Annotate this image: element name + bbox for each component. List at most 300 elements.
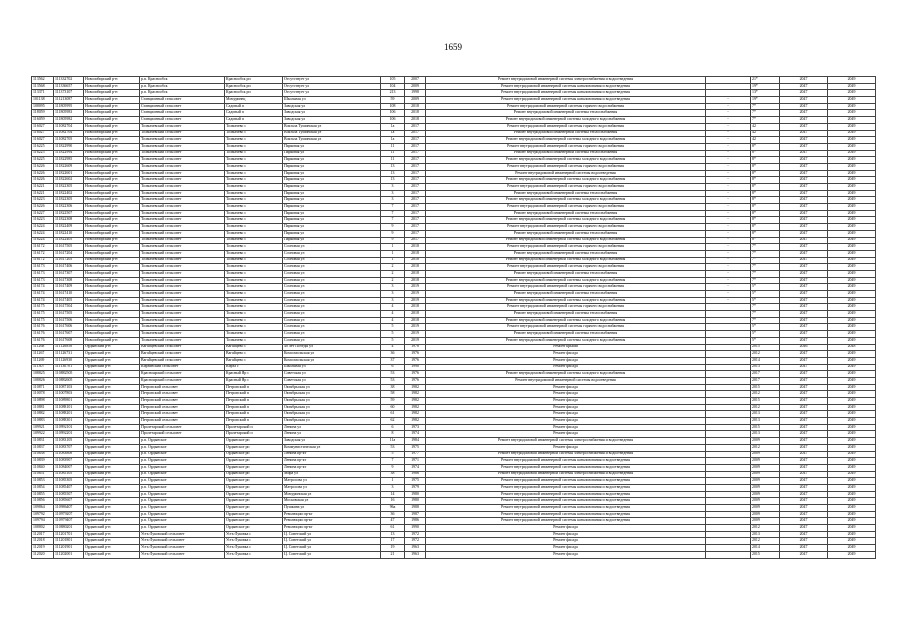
locality-cell: Толмачево с [225, 197, 283, 204]
street-cell: Комсомольская ул [283, 357, 381, 364]
settlement-cell: Петровский сельсовет [140, 398, 225, 405]
row-id-cell: 108826 [32, 377, 54, 384]
year-built-cell: 1990 [405, 364, 426, 371]
start-year-cell: 2047 [780, 384, 828, 391]
mark-cell: - [706, 143, 751, 150]
row-code-cell: 110979407 [54, 518, 84, 525]
locality-cell: Красный Яр с [225, 377, 283, 384]
row-id-cell: 116224 [32, 237, 54, 244]
table-row [32, 451, 876, 458]
value-cell: 2015 [751, 424, 780, 431]
house-cell: 36 [381, 351, 405, 358]
work-type-cell: Ремонт фасада [426, 364, 706, 371]
year-built-cell: 2017 [405, 217, 426, 224]
house-cell: 7 [381, 204, 405, 211]
end-year-cell: 2049 [828, 157, 876, 164]
table-row [32, 371, 876, 378]
row-id-cell: 116224 [32, 224, 54, 231]
house-cell: 47 [381, 518, 405, 525]
value-cell: 2013 [751, 364, 780, 371]
start-year-cell: 2047 [780, 244, 828, 251]
mark-cell: - [706, 297, 751, 304]
table-row [32, 217, 876, 224]
work-type-cell: Ремонт фасада [426, 538, 706, 545]
street-cell: Заводская ул [283, 103, 381, 110]
mark-cell [706, 324, 751, 331]
mark-cell: - [706, 204, 751, 211]
row-code-cell: 111617205 [54, 257, 84, 264]
value-cell: 2012 [751, 404, 780, 411]
district-cell: Ордынский р-н [84, 391, 140, 398]
locality-cell: Толмачево с [225, 170, 283, 177]
value-cell: 42 [751, 130, 780, 137]
settlement-cell: Усть-Луковский сельсовет [140, 538, 225, 545]
district-cell: Ордынский р-н [84, 424, 140, 431]
settlement-cell: Пролетарский сельсовет [140, 424, 225, 431]
locality-cell: Толмачево с [225, 163, 283, 170]
district-cell: Новосибирский р-н [84, 317, 140, 324]
settlement-cell: Толмачевский сельсовет [140, 244, 225, 251]
mark-cell: - [706, 257, 751, 264]
settlement-cell: Толмачевский сельсовет [140, 237, 225, 244]
start-year-cell: 2047 [780, 130, 828, 137]
district-cell: Ордынский р-н [84, 471, 140, 478]
end-year-cell: 2049 [828, 264, 876, 271]
street-cell: Октябрьская ул [283, 398, 381, 405]
work-type-cell: Ремонт внутридомовой инженерной системы теплоснабжения [426, 230, 706, 237]
table-row [32, 157, 876, 164]
row-id-cell: 116174 [32, 297, 54, 304]
value-cell: 2012 [751, 525, 780, 532]
year-built-cell: 2017 [405, 130, 426, 137]
year-built-cell: 2019 [405, 331, 426, 338]
end-year-cell: 2049 [828, 97, 876, 104]
row-id-cell: 116224 [32, 230, 54, 237]
settlement-cell: р.п. Ордынское [140, 458, 225, 465]
locality-cell: Толмачево с [225, 224, 283, 231]
table-row [32, 77, 876, 84]
settlement-cell: Станционный сельсовет [140, 117, 225, 124]
row-code-cell: 111822601 [54, 170, 84, 177]
value-cell: 8* [751, 163, 780, 170]
year-built-cell: 2019 [405, 337, 426, 344]
start-year-cell: 2047 [780, 163, 828, 170]
row-id-cell: 116221 [32, 190, 54, 197]
locality-cell: Толмачево с [225, 130, 283, 137]
table-row [32, 351, 876, 358]
street-cell: Парковая ул [283, 204, 381, 211]
mark-cell [706, 525, 751, 532]
value-cell: 2015 [751, 551, 780, 558]
street-cell: Ц. Советский ул [283, 538, 381, 545]
mark-cell: - [706, 230, 751, 237]
mark-cell [706, 518, 751, 525]
year-built-cell: 2017 [405, 137, 426, 144]
street-cell: Парковая ул [283, 197, 381, 204]
row-code-cell: 111336657 [54, 83, 84, 90]
settlement-cell: Толмачевский сельсовет [140, 291, 225, 298]
start-year-cell: 2047 [780, 444, 828, 451]
house-cell: 106 [381, 117, 405, 124]
table-row [32, 277, 876, 284]
row-code-cell: 111083808 [54, 451, 84, 458]
row-id-cell: 110840 [32, 464, 54, 471]
table-row [32, 444, 876, 451]
mark-cell [706, 311, 751, 318]
year-built-cell: 1974 [405, 464, 426, 471]
mark-cell [706, 471, 751, 478]
table-row [32, 190, 876, 197]
work-type-cell: Ремонт внутридомовой инженерной системы теплоснабжения [426, 291, 706, 298]
work-type-cell: Ремонт внутридомовой инженерной системы горячего водоснабжения [426, 264, 706, 271]
locality-cell: Петровский п [225, 391, 283, 398]
settlement-cell: Толмачевский сельсовет [140, 204, 225, 211]
street-cell: Сосновая ул [283, 257, 381, 264]
district-cell: Новосибирский р-н [84, 163, 140, 170]
value-cell: 2009 [751, 478, 780, 485]
row-code-cell: 111088301 [54, 418, 84, 425]
row-id-cell: 110838 [32, 451, 54, 458]
district-cell: Новосибирский р-н [84, 217, 140, 224]
row-code-cell: 111126731 [54, 351, 84, 358]
row-id-cell: 116226 [32, 204, 54, 211]
street-cell: Ленина пр-кт [283, 464, 381, 471]
house-cell: 61 [381, 525, 405, 532]
district-cell: Новосибирский р-н [84, 184, 140, 191]
locality-cell: Толмачево с [225, 304, 283, 311]
work-type-cell: Ремонт фасада [426, 431, 706, 438]
mark-cell [706, 344, 751, 351]
row-id-cell: 112017 [32, 531, 54, 538]
row-code-cell: 110986407 [54, 505, 84, 512]
table-row [32, 264, 876, 271]
settlement-cell: Толмачевский сельсовет [140, 230, 225, 237]
district-cell: Новосибирский р-н [84, 230, 140, 237]
value-cell: 42 [751, 123, 780, 130]
settlement-cell: Вагайцевский сельсовет [140, 344, 225, 351]
year-built-cell: 2018 [405, 264, 426, 271]
year-built-cell: 2009 [405, 97, 426, 104]
start-year-cell: 2047 [780, 491, 828, 498]
table-row [32, 545, 876, 552]
mark-cell: - [706, 110, 751, 117]
table-row [32, 304, 876, 311]
end-year-cell: 2049 [828, 90, 876, 97]
row-code-cell: 111126930 [54, 357, 84, 364]
year-built-cell: 1986 [405, 471, 426, 478]
row-code-cell: 111822507 [54, 210, 84, 217]
locality-cell: Толмачево с [225, 324, 283, 331]
end-year-cell: 2049 [828, 438, 876, 445]
mark-cell [706, 458, 751, 465]
work-type-cell: Ремонт внутридомовой инженерной системы теплоснабжения [426, 270, 706, 277]
value-cell: 7* [751, 311, 780, 318]
mark-cell [706, 304, 751, 311]
table-row [32, 431, 876, 438]
row-id-cell: 116173 [32, 264, 54, 271]
table-row [32, 137, 876, 144]
start-year-cell: 2047 [780, 311, 828, 318]
year-built-cell: 1963 [405, 551, 426, 558]
locality-cell: Краснообск рп [225, 83, 283, 90]
year-built-cell: 1979 [405, 484, 426, 491]
end-year-cell: 2049 [828, 545, 876, 552]
district-cell: Новосибирский р-н [84, 237, 140, 244]
row-id-cell: 113568 [32, 83, 54, 90]
start-year-cell: 2047 [780, 418, 828, 425]
mark-cell [706, 317, 751, 324]
row-id-cell: 118059 [32, 110, 54, 117]
row-code-cell: 110992201 [54, 431, 84, 438]
district-cell: Ордынский р-н [84, 545, 140, 552]
district-cell: Новосибирский р-н [84, 311, 140, 318]
mark-cell: - [706, 250, 751, 257]
street-cell: Сосновая ул [283, 264, 381, 271]
street-cell: Заводская ул [283, 117, 381, 124]
house-cell: 1 [381, 244, 405, 251]
start-year-cell: 2047 [780, 438, 828, 445]
street-cell: Ленина ул [283, 424, 381, 431]
settlement-cell: р.п. Ордынское [140, 511, 225, 518]
house-cell: 19 [381, 545, 405, 552]
end-year-cell: 2049 [828, 391, 876, 398]
row-id-cell: 116175 [32, 317, 54, 324]
street-cell: Парковая ул [283, 143, 381, 150]
settlement-cell: Усть-Луковский сельсовет [140, 545, 225, 552]
locality-cell: Ордынское рп [225, 491, 283, 498]
end-year-cell: 2049 [828, 123, 876, 130]
house-cell: 62 [381, 418, 405, 425]
district-cell: Новосибирский р-н [84, 90, 140, 97]
year-built-cell: 2017 [405, 163, 426, 170]
year-built-cell: 1974 [405, 431, 426, 438]
row-id-cell: 116225 [32, 157, 54, 164]
row-id-cell: 116225 [32, 143, 54, 150]
end-year-cell: 2049 [828, 304, 876, 311]
work-type-cell: Ремонт внутридомовой инженерной системы электроснабжения и водоотведения [426, 471, 706, 478]
street-cell: Сосновая ул [283, 337, 381, 344]
row-id-cell: 112018 [32, 538, 54, 545]
table-row [32, 210, 876, 217]
house-cell: 1а [381, 123, 405, 130]
year-built-cell: 1982 [405, 384, 426, 391]
locality-cell: Ордынское рп [225, 511, 283, 518]
value-cell: 7* [751, 317, 780, 324]
locality-cell: Усть-Луковка с [225, 531, 283, 538]
locality-cell: Толмачево с [225, 230, 283, 237]
row-code-cell: 110882505 [54, 371, 84, 378]
row-id-cell: 116175 [32, 304, 54, 311]
row-code-cell: 111083105 [54, 438, 84, 445]
district-cell: Новосибирский р-н [84, 304, 140, 311]
year-built-cell: 1975 [405, 478, 426, 485]
row-code-cell: 111617505 [54, 244, 84, 251]
end-year-cell: 2049 [828, 163, 876, 170]
row-id-cell: 108802 [32, 525, 54, 532]
mark-cell [706, 551, 751, 558]
row-id-cell: 110839 [32, 458, 54, 465]
table-row [32, 331, 876, 338]
row-code-cell: 110880201 [54, 525, 84, 532]
start-year-cell: 2047 [780, 511, 828, 518]
work-type-cell: Ремонт внутридомовой инженерной системы канализования и водоотведения [426, 478, 706, 485]
settlement-cell: Толмачевский сельсовет [140, 150, 225, 157]
house-cell: 13 [381, 177, 405, 184]
street-cell: Ленина пр-кт [283, 451, 381, 458]
locality-cell: Петровский п [225, 418, 283, 425]
row-code-cell: 111617505 [54, 311, 84, 318]
locality-cell: Толмачево с [225, 291, 283, 298]
work-type-cell: Ремонт фасада [426, 444, 706, 451]
settlement-cell: р.п. Ордынское [140, 505, 225, 512]
mark-cell: - [706, 210, 751, 217]
district-cell: Ордынский р-н [84, 411, 140, 418]
street-cell: Школьная ул [283, 97, 381, 104]
settlement-cell: р.п. Ордынское [140, 444, 225, 451]
settlement-cell: Станционный сельсовет [140, 110, 225, 117]
row-id-cell: 116176 [32, 331, 54, 338]
settlement-cell: р.п. Краснообск [140, 77, 225, 84]
table-row [32, 230, 876, 237]
end-year-cell: 2049 [828, 551, 876, 558]
locality-cell: Пролетарский п [225, 424, 283, 431]
year-built-cell: 2017 [405, 170, 426, 177]
house-cell: 53 [381, 377, 405, 384]
row-code-cell: 111617204 [54, 250, 84, 257]
start-year-cell: 2047 [780, 110, 828, 117]
row-id-cell: 110882 [32, 411, 54, 418]
end-year-cell: 2049 [828, 458, 876, 465]
district-cell: Новосибирский р-н [84, 324, 140, 331]
work-type-cell: Ремонт внутридомовой инженерной системы канализования и водоотведения [426, 498, 706, 505]
table-row [32, 237, 876, 244]
year-built-cell: 2017 [405, 157, 426, 164]
settlement-cell: р.п. Ордынское [140, 491, 225, 498]
row-code-cell: 111617409 [54, 284, 84, 291]
start-year-cell: 2047 [780, 357, 828, 364]
row-code-cell: 111805995 [54, 103, 84, 110]
settlement-cell: Толмачевский сельсовет [140, 210, 225, 217]
registry-table [31, 76, 876, 559]
street-cell: Вокзала Тушинская ул [283, 137, 381, 144]
settlement-cell: Вагайцевский сельсовет [140, 351, 225, 358]
row-id-cell: 111267 [32, 351, 54, 358]
work-type-cell: Ремонт внутридомовой инженерной системы канализования и водоотведения [426, 458, 706, 465]
start-year-cell: 2047 [780, 250, 828, 257]
row-code-cell: 111085407 [54, 484, 84, 491]
value-cell: 8* [751, 237, 780, 244]
row-id-cell: 116059 [32, 117, 54, 124]
locality-cell: Усть-Луковка с [225, 545, 283, 552]
house-cell: 60 [381, 404, 405, 411]
value-cell: 7* [751, 250, 780, 257]
mark-cell [706, 364, 751, 371]
value-cell: 8* [751, 184, 780, 191]
mark-cell: - [706, 103, 751, 110]
end-year-cell: 2049 [828, 83, 876, 90]
house-cell: 3 [381, 297, 405, 304]
table-row [32, 438, 876, 445]
end-year-cell: 2049 [828, 250, 876, 257]
row-code-cell: 111201801 [54, 538, 84, 545]
start-year-cell: 2047 [780, 317, 828, 324]
street-cell: Октябрьская ул [283, 404, 381, 411]
district-cell: Новосибирский р-н [84, 244, 140, 251]
mark-cell [706, 498, 751, 505]
row-code-cell: 111085105 [54, 471, 84, 478]
value-cell: 2009 [751, 484, 780, 491]
house-cell: 2 [381, 270, 405, 277]
work-type-cell: Ремонт фасада [426, 398, 706, 405]
house-cell: 4 [381, 317, 405, 324]
district-cell: Ордынский р-н [84, 351, 140, 358]
end-year-cell: 2049 [828, 257, 876, 264]
end-year-cell: 2049 [828, 230, 876, 237]
district-cell: Ордынский р-н [84, 377, 140, 384]
row-code-cell: 111617406 [54, 264, 84, 271]
value-cell: 2017 [751, 377, 780, 384]
district-cell: Ордынский р-н [84, 344, 140, 351]
row-code-cell: 111083707 [54, 444, 84, 451]
house-cell: 9 [381, 464, 405, 471]
street-cell: Сосновая ул [283, 291, 381, 298]
row-code-cell: 111083907 [54, 458, 84, 465]
table-row [32, 364, 876, 371]
mark-cell [706, 484, 751, 491]
district-cell: Ордынский р-н [84, 511, 140, 518]
start-year-cell: 2047 [780, 551, 828, 558]
district-cell: Ордынский р-н [84, 538, 140, 545]
table-row [32, 150, 876, 157]
work-type-cell: Ремонт внутридомовой инженерной системы теплоснабжения [426, 331, 706, 338]
end-year-cell: 2049 [828, 538, 876, 545]
mark-cell [706, 424, 751, 431]
settlement-cell: Толмачевский сельсовет [140, 311, 225, 318]
year-built-cell: 1982 [405, 398, 426, 405]
settlement-cell: Петровский сельсовет [140, 391, 225, 398]
house-cell: 3 [381, 291, 405, 298]
row-id-cell: 110831 [32, 438, 54, 445]
row-code-cell: 111089801 [54, 398, 84, 405]
work-type-cell: Ремонт фасада [426, 551, 706, 558]
year-built-cell: 1977 [405, 451, 426, 458]
year-built-cell: 1973 [405, 424, 426, 431]
settlement-cell: Петровский сельсовет [140, 404, 225, 411]
work-type-cell: Ремонт внутридомовой инженерной системы теплоснабжения [426, 311, 706, 318]
row-code-cell: 111822409 [54, 224, 84, 231]
row-code-cell: 111822985 [54, 157, 84, 164]
work-type-cell: Ремонт внутридомовой инженерной системы канализования и водоотведения [426, 491, 706, 498]
settlement-cell: Толмачевский сельсовет [140, 157, 225, 164]
settlement-cell: Толмачевский сельсовет [140, 284, 225, 291]
row-code-cell: 111082704 [54, 123, 84, 130]
start-year-cell: 2047 [780, 197, 828, 204]
row-code-cell: 111822990 [54, 143, 84, 150]
locality-cell: Ордынское рп [225, 464, 283, 471]
street-cell: Парковая ул [283, 184, 381, 191]
district-cell: Ордынский р-н [84, 458, 140, 465]
end-year-cell: 2049 [828, 505, 876, 512]
table-row [32, 458, 876, 465]
work-type-cell: Ремонт внутридомовой инженерной системы холодного водоснабжения [426, 117, 706, 124]
start-year-cell: 2047 [780, 525, 828, 532]
value-cell: 2013 [751, 431, 780, 438]
year-built-cell: 2018 [405, 103, 426, 110]
row-code-cell: 111617606 [54, 324, 84, 331]
value-cell: 7* [751, 257, 780, 264]
start-year-cell: 2047 [780, 484, 828, 491]
street-cell: Парковая ул [283, 190, 381, 197]
